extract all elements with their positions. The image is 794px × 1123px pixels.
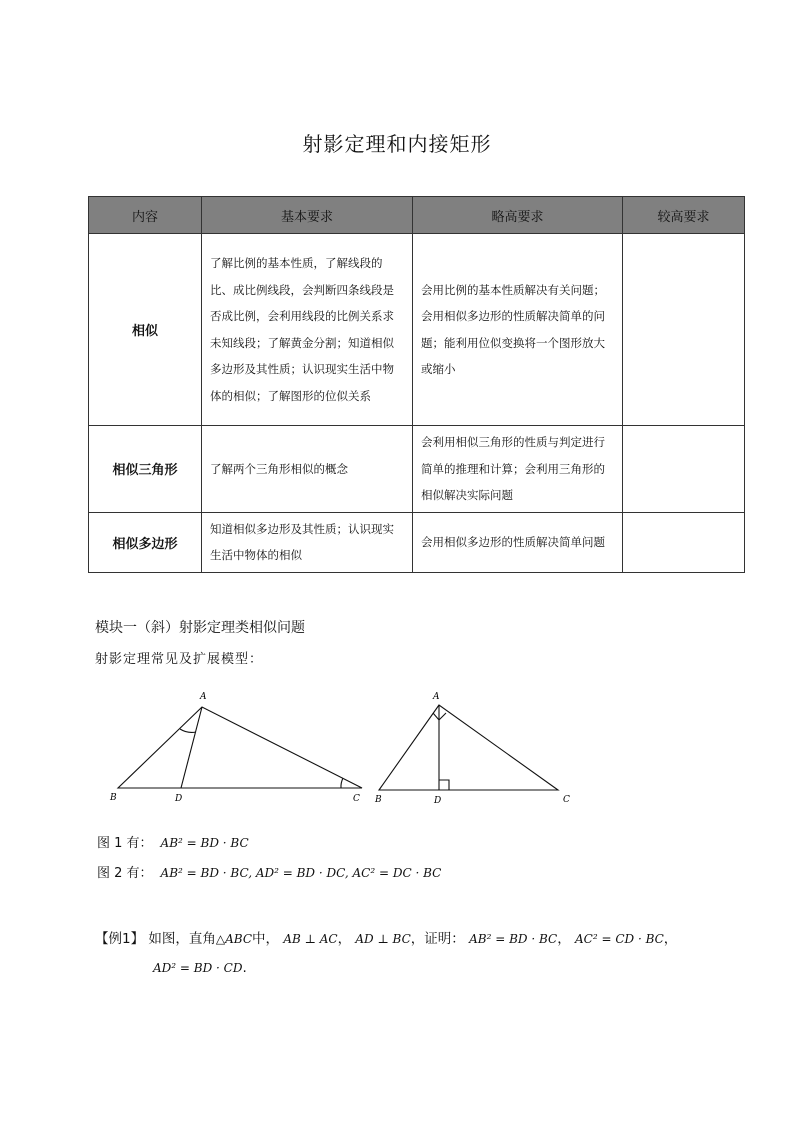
example-separator: ， (337, 931, 352, 947)
row-topic: 相似三角形 (89, 426, 202, 513)
row-topic: 相似 (89, 234, 202, 426)
fig2-label-a: A (433, 692, 440, 702)
models-intro: 射影定理常见及扩展模型： (95, 652, 264, 667)
example-claim-3: AD² = BD · CD (153, 961, 243, 975)
triangle-abc-1 (118, 707, 362, 788)
fig2-label-c: C (563, 795, 570, 805)
module-heading: 模块一（斜）射影定理类相似问题 (95, 620, 305, 636)
header-highest: 较高要求 (623, 197, 745, 234)
example-separator: ， (663, 931, 678, 947)
example-condition-1: AB ⊥ AC (283, 932, 338, 946)
example-text: 如图，直角 (144, 931, 216, 947)
example-claim-2: AC² = CD · BC (574, 932, 664, 946)
example-end: . (242, 960, 247, 976)
page-title: 射影定理和内接矩形 (302, 132, 492, 156)
equation-2-formula: AB² = BD · BC, AD² = BD · DC, AC² = DC · BC (160, 866, 442, 880)
example-1 (95, 925, 745, 983)
figure-2 (379, 705, 558, 790)
equation-figure-2 (97, 862, 441, 881)
row-basic: 知道相似多边形及其性质；认识现实生活中物体的相似 (202, 512, 413, 572)
segment-ad-1 (181, 707, 202, 788)
angle-mark-c (341, 778, 343, 788)
row-higher: 会用相似多边形的性质解决简单问题 (413, 512, 623, 572)
header-content: 内容 (89, 197, 202, 234)
fig1-label-b: B (110, 793, 117, 803)
example-claim-1: AB² = BD · BC (469, 932, 558, 946)
row-higher: 会利用相似三角形的性质与判定进行简单的推理和计算；会利用三角形的相似解决实际问题 (413, 426, 623, 513)
fig2-label-b: B (375, 795, 382, 805)
example-separator: ， (557, 931, 571, 947)
example-line-2 (95, 954, 745, 983)
example-text: 中， (252, 931, 280, 947)
header-basic: 基本要求 (202, 197, 413, 234)
example-tag: 【例1】 (95, 931, 145, 947)
equation-1-formula: AB² = BD · BC (160, 836, 249, 850)
equation-2-label: 图 2 有： (97, 866, 153, 881)
figure-1 (118, 707, 362, 788)
row-basic: 了解两个三角形相似的概念 (202, 426, 413, 513)
row-topic: 相似多边形 (89, 512, 202, 572)
example-triangle: △ABC (215, 932, 253, 946)
fig1-label-c: C (353, 794, 360, 804)
angle-mark-a (180, 729, 196, 732)
example-condition-2: AD ⊥ BC (355, 932, 411, 946)
row-basic: 了解比例的基本性质，了解线段的比、成比例线段，会判断四条线段是否成比例，会利用线段的比例关系求未知线段；了解黄金分割；知道相似多边形及其性质；认识现实生活中物体的相似；了解图形的位似关系 (202, 234, 413, 426)
example-text: ，证明： (410, 931, 465, 947)
fig2-label-d: D (434, 796, 442, 806)
equation-figure-1 (97, 832, 249, 851)
example-line-1 (95, 925, 745, 954)
row-higher: 会用比例的基本性质解决有关问题；会用相似多边形的性质解决简单的问题；能利用位似变换将一个图形放大或缩小 (413, 234, 623, 426)
right-angle-mark-d (439, 780, 449, 790)
fig1-label-d: D (175, 794, 183, 804)
equation-1-label: 图 1 有： (97, 836, 153, 851)
triangle-abc-2 (379, 705, 558, 790)
header-higher: 略高要求 (413, 197, 623, 234)
fig1-label-a: A (200, 692, 207, 702)
